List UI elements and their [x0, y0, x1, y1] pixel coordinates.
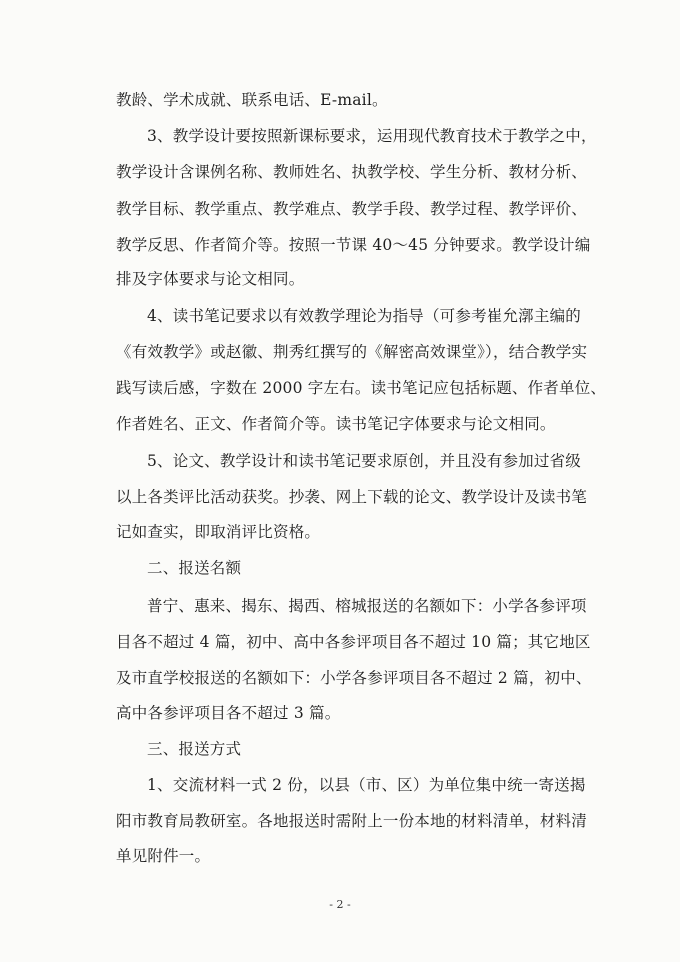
text-line: 阳市教育局教研室。各地报送时需附上一份本地的材料清单，材料清 [116, 812, 588, 830]
text-line: 教龄、学术成就、联系电话、E-mail。 [116, 91, 388, 109]
text-line: 目各不超过 4 篇，初中、高中各参评项目各不超过 10 篇；其它地区 [116, 633, 591, 651]
text-line: 记如查实，即取消评比资格。 [116, 523, 321, 541]
text-line: 教学设计含课例名称、教师姓名、执教学校、学生分析、教材分析、 [116, 163, 588, 181]
section-heading-quota: 二、报送名额 [147, 559, 242, 577]
text-line: 践写读后感，字数在 2000 字左右。读书笔记应包括标题、作者单位、 [116, 379, 607, 397]
paragraph-quota-start: 普宁、惠来、揭东、揭西、榕城报送的名额如下：小学各参评项 [147, 597, 587, 615]
text-line: 作者姓名、正文、作者简介等。读书笔记字体要求与论文相同。 [116, 415, 556, 433]
text-line: 单见附件一。 [116, 847, 211, 865]
text-line: 教学目标、教学重点、教学难点、教学手段、教学过程、教学评价、 [116, 200, 588, 218]
text-line: 高中各参评项目各不超过 3 篇。 [116, 704, 341, 722]
section-heading-method: 三、报送方式 [147, 740, 242, 758]
text-line: 教学反思、作者简介等。按照一节课 40～45 分钟要求。教学设计编 [116, 236, 591, 254]
text-line: 《有效教学》或赵徽、荆秀红撰写的《解密高效课堂》），结合教学实 [116, 343, 588, 361]
paragraph-5-start: 5、论文、教学设计和读书笔记要求原创，并且没有参加过省级 [147, 452, 581, 470]
paragraph-3-start: 3、教学设计要按照新课标要求，运用现代教育技术于教学之中， [147, 127, 597, 145]
text-line: 排及字体要求与论文相同。 [116, 270, 305, 288]
paragraph-method-start: 1、交流材料一式 2 份，以县（市、区）为单位集中统一寄送揭 [147, 776, 586, 794]
paragraph-4-start: 4、读书笔记要求以有效教学理论为指导（可参考崔允漷主编的 [147, 307, 581, 325]
page-number: - 2 - [329, 898, 351, 911]
text-line: 及市直学校报送的名额如下：小学各参评项目各不超过 2 篇，初中、 [116, 669, 592, 687]
text-line: 以上各类评比活动获奖。抄袭、网上下载的论文、教学设计及读书笔 [116, 488, 588, 506]
